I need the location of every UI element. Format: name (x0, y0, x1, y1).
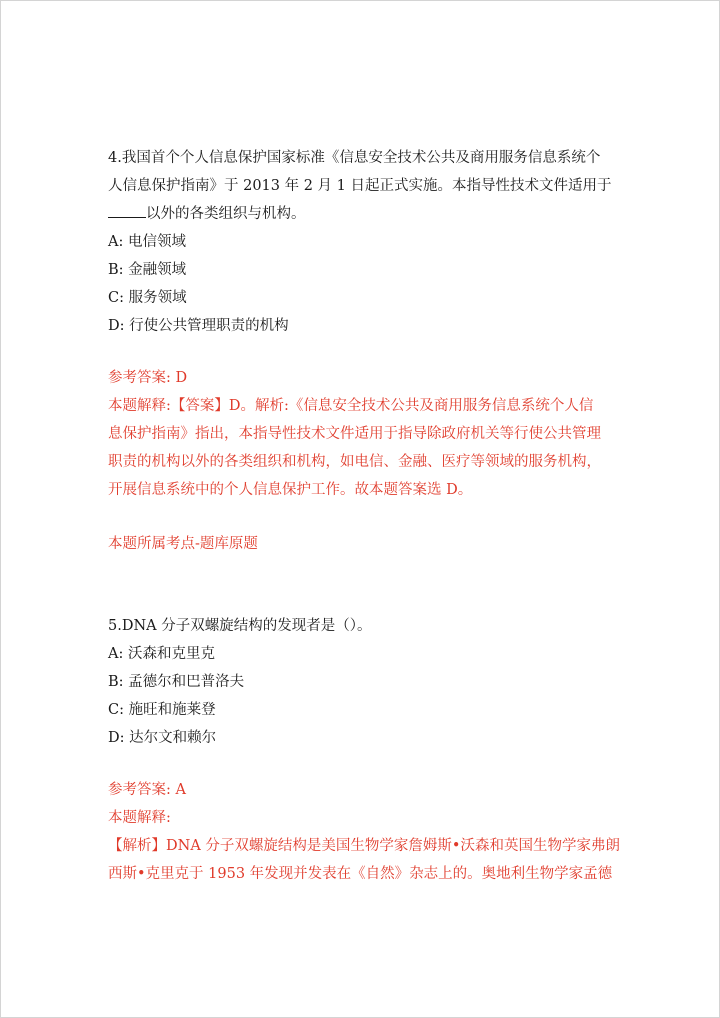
q5-answer: 参考答案: A (108, 782, 186, 798)
question-4 (108, 144, 618, 340)
q4-stem-line-2: 人信息保护指南》于 2013 年 2 月 1 日起正式实施。本指导性技术文件适用于 (108, 178, 612, 194)
q5-explanation-label: 本题解释: (108, 810, 171, 826)
q4-stem-line-3 (108, 200, 618, 228)
q4-option-b: B: 金融领域 (108, 262, 187, 278)
question-5 (108, 612, 618, 752)
q5-option-a: A: 沃森和克里克 (108, 646, 215, 662)
q4-answer: 参考答案: D (108, 370, 188, 386)
q5-stem: 5.DNA 分子双螺旋结构的发现者是（）。 (108, 618, 372, 634)
q5-explanation-line-2: 西斯•克里克于 1953 年发现并发表在《自然》杂志上的。奥地利生物学家孟德 (108, 866, 613, 882)
q4-option-c: C: 服务领域 (108, 290, 187, 306)
q5-explanation-line-1: 【解析】DNA 分子双螺旋结构是美国生物学家詹姆斯•沃森和英国生物学家弗朗 (108, 838, 620, 854)
q5-answer-block (108, 776, 618, 888)
q5-option-b: B: 孟德尔和巴普洛夫 (108, 674, 245, 690)
q4-option-d: D: 行使公共管理职责的机构 (108, 318, 289, 334)
q5-option-c: C: 施旺和施莱登 (108, 702, 216, 718)
q4-stem-line-1: 4.我国首个个人信息保护国家标准《信息安全技术公共及商用服务信息系统个 (108, 150, 601, 166)
document-body (108, 144, 618, 888)
fill-blank (108, 203, 146, 218)
q4-category: 本题所属考点-题库原题 (108, 536, 258, 552)
q4-explanation-line-1: 本题解释:【答案】D。解析:《信息安全技术公共及商用服务信息系统个人信 (108, 398, 594, 414)
q4-stem-line-3-text: 以外的各类组织与机构。 (146, 206, 306, 222)
q4-answer-block (108, 364, 618, 504)
q4-explanation-line-2: 息保护指南》指出，本指导性技术文件适用于指导除政府机关等行使公共管理 (108, 426, 601, 442)
q4-explanation-line-4: 开展信息系统中的个人信息保护工作。故本题答案选 D。 (108, 482, 473, 498)
q4-option-a: A: 电信领域 (108, 234, 186, 250)
q4-explanation-line-3: 职责的机构以外的各类组织和机构，如电信、金融、医疗等领域的服务机构， (108, 454, 601, 470)
q5-option-d: D: 达尔文和赖尔 (108, 730, 217, 746)
